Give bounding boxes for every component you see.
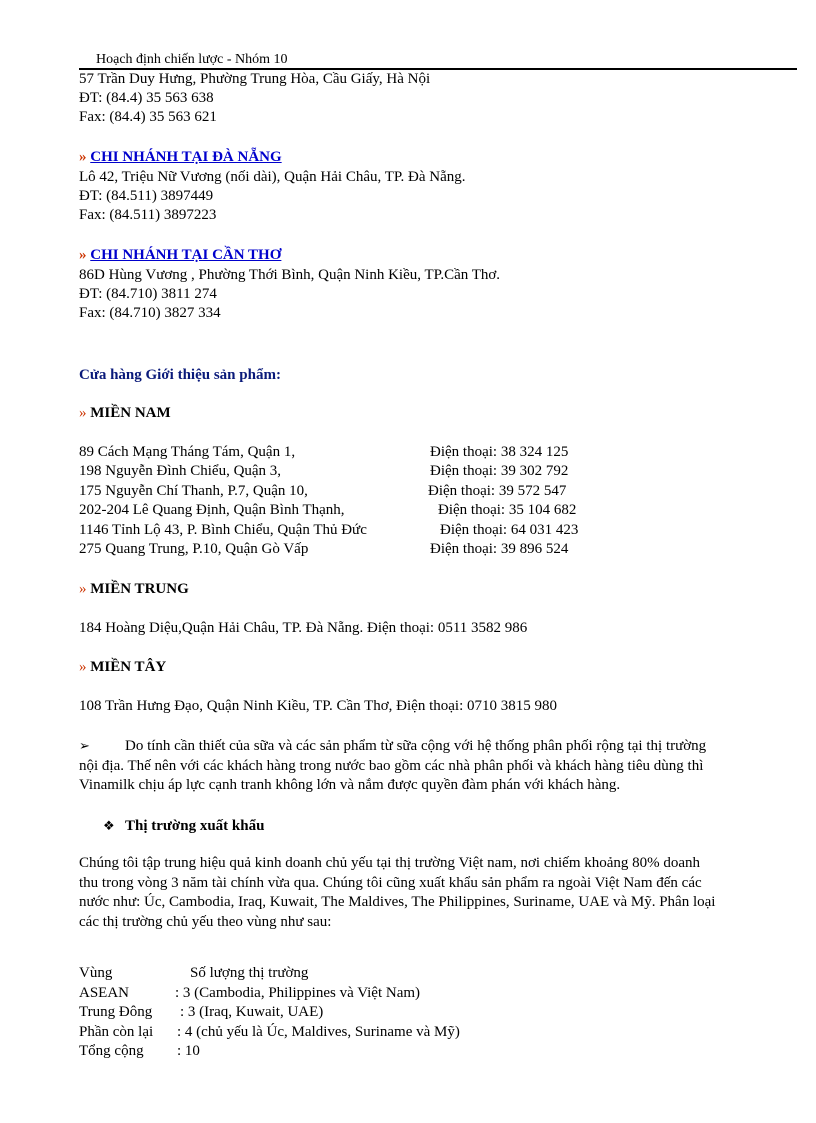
chevron-right-icon: »: [79, 247, 87, 263]
danang-branch-link[interactable]: CHI NHÁNH TẠI ĐÀ NẴNG: [90, 149, 282, 165]
west-title: MIỀN TÂY: [90, 659, 167, 675]
table-header-count: Số lượng thị trường: [190, 965, 309, 981]
west-heading: [79, 658, 166, 677]
danang-fax: Fax: (84.511) 3897223: [79, 207, 217, 223]
chevron-right-icon: »: [79, 149, 87, 165]
chevron-right-icon: »: [79, 405, 87, 421]
danang-branch-heading: [79, 148, 282, 167]
hanoi-address: 57 Trần Duy Hưng, Phường Trung Hòa, Cầu Giấy, Hà Nội: [79, 71, 431, 87]
central-title: MIỀN TRUNG: [90, 581, 189, 597]
central-heading: [79, 580, 189, 599]
table-row-region: ASEAN: [79, 985, 130, 1001]
table-header-region: Vùng: [79, 965, 113, 981]
table-row-region: Phần còn lại: [79, 1024, 154, 1040]
bullet-paragraph: [79, 737, 719, 796]
south-store-address: 1146 Tỉnh Lộ 43, P. Bình Chiểu, Quận Thủ Đức: [79, 522, 367, 538]
hanoi-phone: ĐT: (84.4) 35 563 638: [79, 90, 214, 106]
south-store-phone: Điện thoại: 39 896 524: [430, 541, 569, 557]
table-row-value: : 4 (chủ yếu là Úc, Maldives, Suriname và Mỹ): [177, 1024, 460, 1040]
south-store-phone: Điện thoại: 39 302 792: [430, 463, 569, 479]
bullet-paragraph-text: Do tính cần thiết của sữa và các sản phẩm từ sữa cộng với hệ thống phân phối rộng tại thị trường nội địa. Thế nên với các khách hàng trong nước bao gồm các nhà phân phối và khách hàng tiêu dùng thì Vinamilk chịu áp lực cạnh tranh không lớn và nắm được quyền đàm phán với khách hàng.: [79, 738, 707, 793]
cantho-phone: ĐT: (84.710) 3811 274: [79, 286, 217, 302]
south-store-phone: Điện thoại: 38 324 125: [430, 444, 569, 460]
south-store-address: 175 Nguyễn Chí Thanh, P.7, Quận 10,: [79, 483, 308, 499]
diamond-bullet-icon: ❖: [103, 819, 115, 834]
chevron-right-icon: »: [79, 581, 87, 597]
table-row-region: Trung Đông: [79, 1004, 153, 1020]
table-row-value: : 3 (Iraq, Kuwait, UAE): [180, 1004, 324, 1020]
south-store-address: 202-204 Lê Quang Định, Quận Bình Thạnh,: [79, 502, 345, 518]
south-store-phone: Điện thoại: 64 031 423: [440, 522, 579, 538]
south-store-address: 275 Quang Trung, P.10, Quận Gò Vấp: [79, 541, 309, 557]
cantho-branch-heading: [79, 246, 281, 265]
central-store-line: 184 Hoàng Diệu,Quận Hải Châu, TP. Đà Nẵng. Điện thoại: 0511 3582 986: [79, 620, 528, 636]
stores-heading: Cửa hàng Giới thiệu sản phẩm:: [79, 367, 281, 383]
south-store-address: 89 Cách Mạng Tháng Tám, Quận 1,: [79, 444, 296, 460]
south-store-phone: Điện thoại: 35 104 682: [438, 502, 577, 518]
south-store-phone: Điện thoại: 39 572 547: [428, 483, 567, 499]
export-paragraph: Chúng tôi tập trung hiệu quả kinh doanh chủ yếu tại thị trường Việt nam, nơi chiếm khoảng 80% doanh thu trong vòng 3 năm tài chính vừa qua. Chúng tôi cũng xuất khẩu sản phẩm ra ngoài Việt Nam đến các nước như: Úc, Cambodia, Iraq, Kuwait, The Maldives, The Philippines, Suriname, UAE và Mỹ. Phân loại các thị trường chủ yếu theo vùng như sau:: [79, 855, 716, 930]
cantho-address: 86D Hùng Vương , Phường Thới Bình, Quận Ninh Kiều, TP.Cần Thơ.: [79, 267, 501, 283]
south-title: MIỀN NAM: [90, 405, 171, 421]
table-row-value: : 10: [177, 1043, 200, 1059]
danang-phone: ĐT: (84.511) 3897449: [79, 188, 214, 204]
south-store-address: 198 Nguyễn Đình Chiểu, Quận 3,: [79, 463, 282, 479]
table-row-region: Tổng cộng: [79, 1043, 144, 1059]
south-heading: [79, 404, 171, 423]
arrow-bullet-icon: ➢: [79, 739, 90, 754]
west-store-line: 108 Trần Hưng Đạo, Quận Ninh Kiều, TP. Cần Thơ, Điện thoại: 0710 3815 980: [79, 698, 557, 714]
danang-address: Lô 42, Triệu Nữ Vương (nối dài), Quận Hải Châu, TP. Đà Nẵng.: [79, 169, 466, 185]
chevron-right-icon: »: [79, 659, 87, 675]
export-heading-text: Thị trường xuất khẩu: [125, 818, 265, 834]
hanoi-fax: Fax: (84.4) 35 563 621: [79, 109, 217, 125]
cantho-fax: Fax: (84.710) 3827 334: [79, 305, 221, 321]
cantho-branch-link[interactable]: CHI NHÁNH TẠI CẦN THƠ: [90, 247, 282, 263]
page-header-title: Hoạch định chiến lược - Nhóm 10: [96, 52, 288, 67]
export-heading: [103, 817, 264, 836]
table-row-value: : 3 (Cambodia, Philippines và Việt Nam): [175, 985, 421, 1001]
